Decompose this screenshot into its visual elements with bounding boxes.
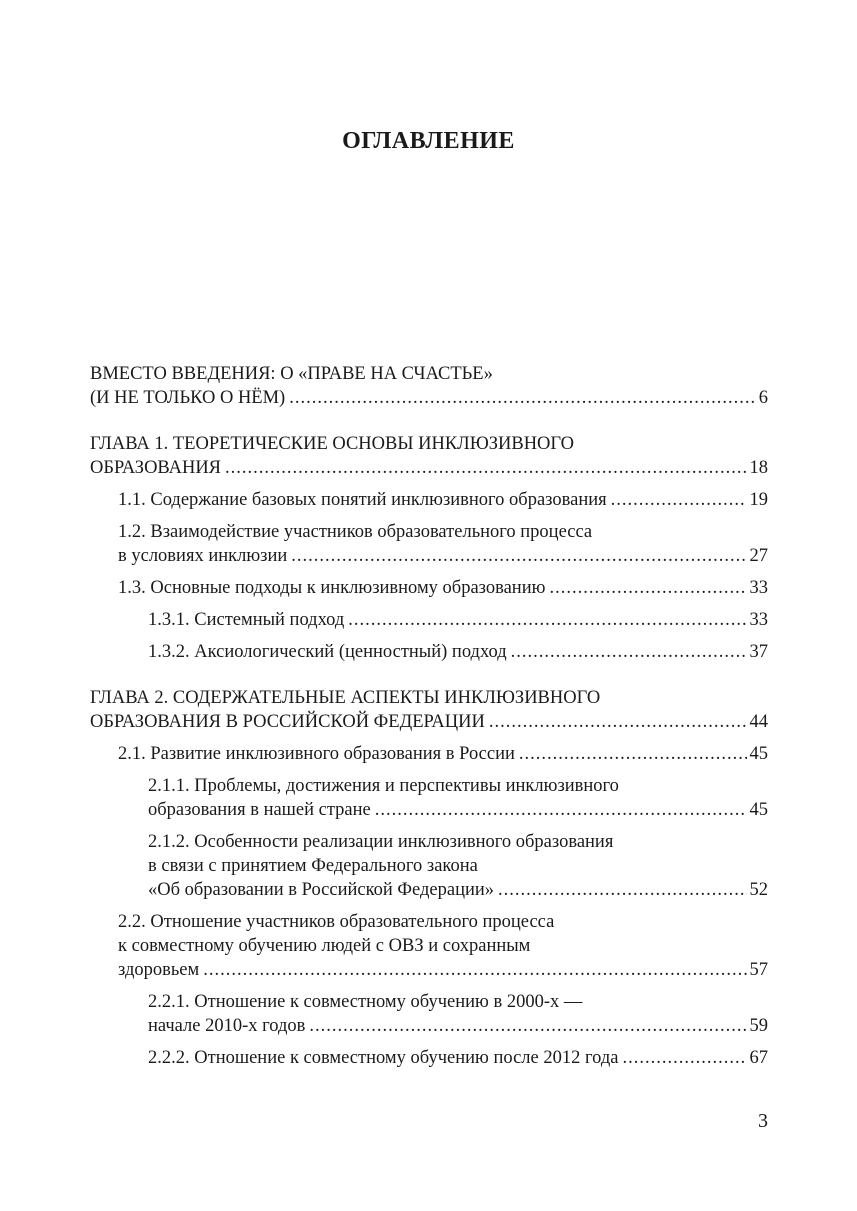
toc-page-number: 18 [749,458,768,478]
toc-page-number: 67 [749,1048,768,1068]
toc-page-number: 45 [749,800,768,820]
toc-page-number: 59 [749,1016,768,1036]
dot-leader [611,488,747,512]
toc-entry [90,686,768,734]
dot-leader [511,640,747,664]
toc-entry-text: 2.2.1. Отношение к совместному обучению в 2000-х — [148,992,583,1012]
toc-entry [90,640,768,664]
toc-page-number: 52 [749,880,768,900]
page-number: 3 [758,1110,768,1132]
dot-leader [375,798,747,822]
dot-leader [498,878,746,902]
toc-entry-text: ОБРАЗОВАНИЯ В РОССИЙСКОЙ ФЕДЕРАЦИИ [90,712,485,732]
toc-entry-text: 2.2.2. Отношение к совместному обучению после 2012 года [148,1048,619,1068]
toc-entry-text: ГЛАВА 1. ТЕОРЕТИЧЕСКИЕ ОСНОВЫ ИНКЛЮЗИВНОГО [90,434,575,454]
toc-entry-text: 1.3. Основные подходы к инклюзивному образованию [118,578,546,598]
toc-entry [90,910,768,982]
toc-entry-text: в условиях инклюзии [118,546,288,566]
toc-entry-text: 2.1.1. Проблемы, достижения и перспективы инклюзивного [148,776,619,796]
toc-entry-text: 1.1. Содержание базовых понятий инклюзивного образования [118,490,607,510]
dot-leader [519,742,747,766]
toc-entry-text: 2.1.2. Особенности реализации инклюзивного образования [148,832,614,852]
toc-page-number: 33 [749,578,768,598]
toc-entry-text: ГЛАВА 2. СОДЕРЖАТЕЛЬНЫЕ АСПЕКТЫ ИНКЛЮЗИВНОГО [90,688,601,708]
toc-entry [90,488,768,512]
toc-entry-text: образования в нашей стране [148,800,371,820]
toc-entry [90,742,768,766]
toc-entry [90,576,768,600]
dot-leader [348,608,746,632]
toc-entry-text: ВМЕСТО ВВЕДЕНИЯ: О «ПРАВЕ НА СЧАСТЬЕ» [90,364,493,384]
dot-leader [291,544,746,568]
toc-entry-text: ОБРАЗОВАНИЯ [90,458,222,478]
toc-entry-text: 1.3.1. Системный подход [148,610,345,630]
page-title: ОГЛАВЛЕНИЕ [342,128,515,154]
dot-leader [622,1046,746,1070]
dot-leader [489,710,747,734]
toc-page-number: 45 [749,744,768,764]
dot-leader [309,1014,746,1038]
toc-entry-text: 1.3.2. Аксиологический (ценностный) подход [148,642,507,662]
toc-entry [90,432,768,480]
toc-page-number: 57 [749,960,768,980]
toc-entry-text: здоровьем [118,960,200,980]
toc-page-number: 33 [749,610,768,630]
toc-entry [90,774,768,822]
toc-entry-text: 2.2. Отношение участников образовательного процесса [118,912,555,932]
toc-page-number: 37 [749,642,768,662]
table-of-contents [90,362,768,1070]
toc-entry-text: 1.2. Взаимодействие участников образовательного процесса [118,522,593,542]
toc-page-number: 6 [758,388,768,408]
dot-leader [549,576,746,600]
toc-entry-text: начале 2010-х годов [148,1016,306,1036]
toc-page-number: 27 [749,546,768,566]
dot-leader [289,386,756,410]
toc-entry [90,1046,768,1070]
toc-entry [90,362,768,410]
toc-entry [90,608,768,632]
toc-entry [90,990,768,1038]
toc-entry-text: 2.1. Развитие инклюзивного образования в России [118,744,515,764]
dot-leader [203,958,746,982]
toc-page-number: 19 [749,490,768,510]
toc-entry-text: к совместному обучению людей с ОВЗ и сохранным [118,936,531,956]
dot-leader [225,456,746,480]
toc-entry-text: «Об образовании в Российской Федерации» [148,880,495,900]
toc-entry [90,520,768,568]
toc-entry [90,830,768,902]
toc-page-number: 44 [749,712,768,732]
toc-entry-text: (И НЕ ТОЛЬКО О НЁМ) [90,388,286,408]
toc-entry-text: в связи с принятием Федерального закона [148,856,478,876]
